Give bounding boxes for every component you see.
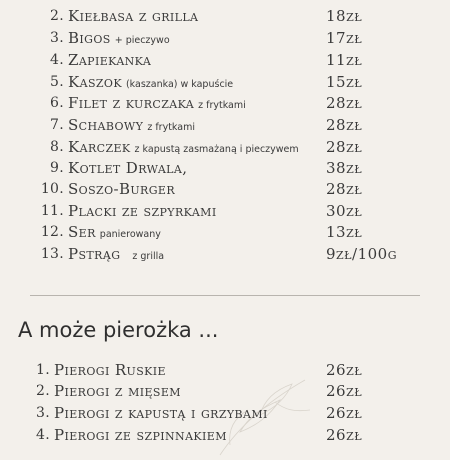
menu-item-price: 13zł	[326, 223, 363, 241]
menu-item	[0, 157, 450, 179]
menu-item-number: 8.	[50, 139, 64, 155]
menu-item-note: (kaszanka) w kapuście	[125, 79, 234, 90]
menu-item	[0, 136, 450, 158]
menu-item-number: 7.	[50, 117, 64, 133]
menu-item	[0, 5, 450, 27]
menu-item	[0, 27, 450, 49]
menu-item-name: Soszo-Burger	[68, 180, 176, 198]
menu-item-name: Placki ze szpyrkami	[68, 202, 217, 220]
menu-item-number: 9.	[50, 160, 64, 176]
menu-item	[0, 92, 450, 114]
menu-item-note: z frytkami	[198, 100, 246, 111]
pierogi-item	[0, 424, 450, 446]
section-divider	[30, 295, 420, 296]
pierogi-item-number: 2.	[36, 383, 50, 399]
pierogi-section-title: A może pierożka ...	[18, 318, 219, 342]
menu-item	[0, 71, 450, 93]
menu-item-price: 28zł	[326, 116, 363, 134]
menu-item-name: Karczek z kapustą zasmażaną i pieczywem	[68, 138, 299, 156]
menu-item-price: 17zł	[326, 29, 363, 47]
pierogi-item-number: 4.	[36, 427, 50, 443]
menu-item-name: Filet z kurczaka z frytkami	[68, 94, 246, 112]
menu-item-price: 9zł/100g	[326, 245, 398, 263]
menu-item-price: 30zł	[326, 202, 363, 220]
menu-item-number: 4.	[50, 52, 64, 68]
menu-item	[0, 221, 450, 243]
menu-item-note: z kapustą zasmażaną i pieczywem	[134, 144, 299, 155]
menu-item-name: Kotlet Drwala,	[68, 159, 188, 177]
pierogi-item	[0, 359, 450, 381]
menu-item-price: 28zł	[326, 180, 363, 198]
menu-item	[0, 49, 450, 71]
menu-item-price: 38zł	[326, 159, 363, 177]
menu-item-note: panierowany	[99, 229, 161, 240]
menu-item-price: 28zł	[326, 94, 363, 112]
menu-item-name: Kiełbasa z grilla	[68, 7, 199, 25]
menu-item-number: 2.	[50, 8, 64, 24]
pierogi-item-name: Pierogi Ruskie	[54, 361, 166, 379]
pierogi-item-number: 3.	[36, 405, 50, 421]
menu-item-number: 3.	[50, 30, 64, 46]
menu-item	[0, 114, 450, 136]
menu-item-name: Pstrąg z grilla	[68, 245, 165, 263]
menu-item-price: 11zł	[326, 51, 363, 69]
menu-item-number: 12.	[40, 224, 64, 240]
menu-item-note: z frytkami	[147, 122, 195, 133]
menu-item-name: Zapiekanka	[68, 51, 152, 69]
pierogi-item-name: Pierogi z kapustą i grzybami	[54, 404, 268, 422]
menu-item-name: Bigos + pieczywo	[68, 29, 170, 47]
pierogi-item-price: 26zł	[326, 382, 363, 400]
pierogi-item-price: 26zł	[326, 361, 363, 379]
menu-item-price: 15zł	[326, 73, 363, 91]
pierogi-item	[0, 402, 450, 424]
menu-item-number: 5.	[50, 74, 64, 90]
menu-item-number: 11.	[40, 203, 64, 219]
pierogi-item	[0, 380, 450, 402]
menu-item-name: Kaszok (kaszanka) w kapuście	[68, 73, 234, 91]
menu-item-number: 13.	[40, 246, 64, 262]
menu-item-name: Ser panierowany	[68, 223, 161, 241]
menu-item-number: 10.	[40, 181, 64, 197]
menu-item	[0, 200, 450, 222]
menu-item	[0, 243, 450, 265]
menu-item-number: 6.	[50, 95, 64, 111]
pierogi-item-name: Pierogi z mięsem	[54, 382, 181, 400]
pierogi-item-price: 26zł	[326, 426, 363, 444]
menu-item	[0, 178, 450, 200]
menu-item-note: z grilla	[132, 251, 165, 262]
pierogi-item-name: Pierogi ze szpinnakiem	[54, 426, 227, 444]
menu-item-name: Schabowy z frytkami	[68, 116, 195, 134]
menu-item-note: + pieczywo	[114, 35, 170, 46]
menu-item-price: 28zł	[326, 138, 363, 156]
pierogi-item-price: 26zł	[326, 404, 363, 422]
menu-item-price: 18zł	[326, 7, 363, 25]
pierogi-item-number: 1.	[36, 362, 50, 378]
